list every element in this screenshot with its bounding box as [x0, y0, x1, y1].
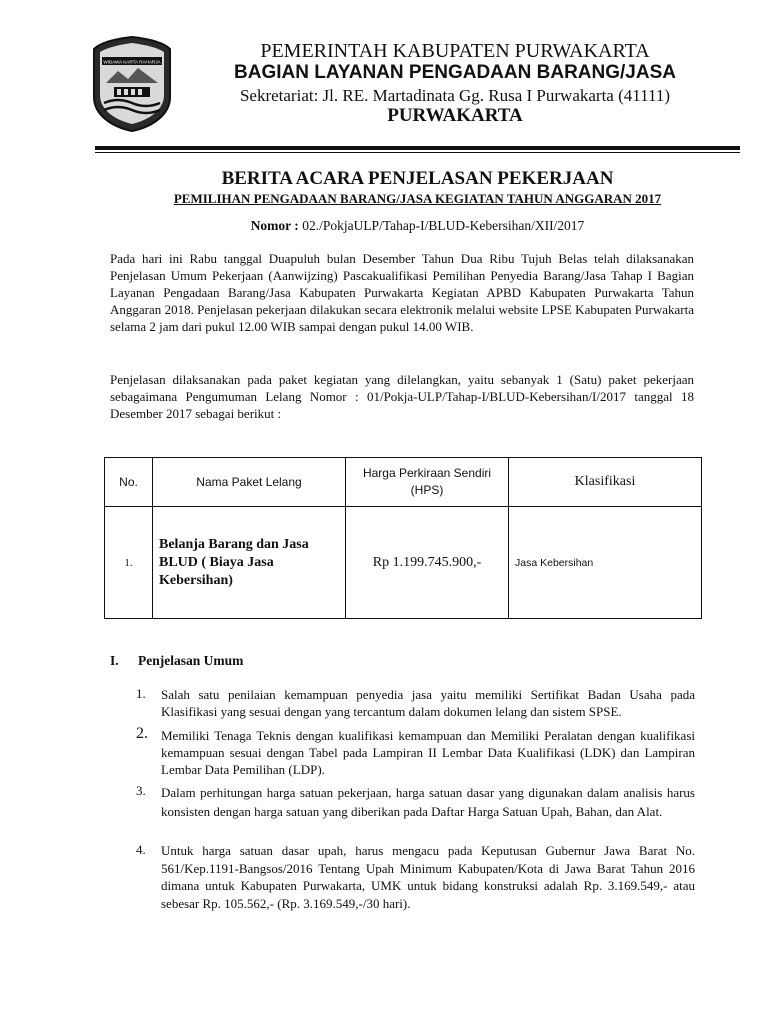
- section-title: Penjelasan Umum: [138, 653, 244, 668]
- table-header-no: No.: [105, 458, 153, 507]
- purwakarta-coat-of-arms-icon: [92, 35, 172, 133]
- header-city: PURWAKARTA: [387, 105, 523, 126]
- table-header-hps-label: Harga Perkiraan Sendiri (HPS): [362, 466, 492, 497]
- header-address: Sekretariat: Jl. RE. Martadinata Gg. Rusa I Purwakarta (41111): [239, 86, 671, 105]
- list-item-number: 1.: [136, 686, 146, 701]
- list-item-number: 2.: [136, 725, 148, 742]
- list-item-number: 4.: [136, 842, 146, 857]
- table-header-hps: [346, 458, 509, 507]
- table-header-row: [105, 458, 702, 507]
- list-item: Memiliki Tenaga Teknis dengan kualifikasi kemampuan dan Memiliki Peralatan dengan kualifikasi kemampuan sesuai dengan Tabel pada Lampiran II Lembar Data Kualifikasi (LDK) dan Lampiran Lembar Data Pemilihan (LDP).: [161, 728, 695, 777]
- opening-paragraph: Pada hari ini Rabu tanggal Duapuluh bulan Desember Tahun Dua Ribu Tujuh Belas telah dilaksanakan Penjelasan Umum Pekerjaan (Aanwijzing) Pascakualifikasi Pemilihan Penyedia Barang/Jasa Tahap I Bagian Layanan Pengadaan Barang/Jasa Kabupaten Purwakarta Kegiatan APBD Kabupaten Purwakarta Tahun Anggaran 2018. Penjelasan pekerjaan dilakukan secara elektronik melalui website LPSE Kabupaten Purwakarta selama 2 jam dari pukul 12.00 WIB sampai dengan pukul 14.00 WIB.: [110, 251, 694, 334]
- table-row: [105, 507, 702, 619]
- section-number: I.: [110, 653, 119, 668]
- logo-motto: WIBAWA KARTA RAHARJA: [103, 59, 161, 65]
- list-item: Salah satu penilaian kemampuan penyedia jasa yaitu memiliki Sertifikat Badan Usaha pada Klasifikasi yang sesuai dengan yang tercantum dalam dokumen lelang dan sistem SPSE.: [161, 687, 695, 719]
- header-government-name: PEMERINTAH KABUPATEN PURWAKARTA: [260, 40, 650, 62]
- table-cell-nama: Belanja Barang dan Jasa BLUD ( Biaya Jasa Kebersihan): [153, 507, 346, 619]
- header-department-name: BAGIAN LAYANAN PENGADAAN BARANG/JASA: [234, 62, 676, 83]
- document-title: BERITA ACARA PENJELASAN PEKERJAAN: [221, 168, 614, 189]
- document-subtitle: PEMILIHAN PENGADAAN BARANG/JASA KEGIATAN TAHUN ANGGARAN 2017: [173, 191, 662, 206]
- table-cell-hps: Rp 1.199.745.900,-: [346, 507, 509, 619]
- document-number-value: 02./PokjaULP/Tahap-I/BLUD-Kebersihan/XII/2017: [302, 218, 585, 233]
- package-table: [104, 457, 702, 619]
- document-number-label: Nomor :: [250, 218, 299, 233]
- list-item-number: 3.: [136, 783, 146, 798]
- package-paragraph: Penjelasan dilaksanakan pada paket kegiatan yang dilelangkan, yaitu sebanyak 1 (Satu) paket pekerjaan sebagaimana Pengumuman Lelang Nomor : 01/Pokja-ULP/Tahap-I/BLUD-Kebersihan/I/2017 tanggal 18 Desember 2017 sebagai berikut :: [110, 372, 694, 421]
- list-item: Untuk harga satuan dasar upah, harus mengacu pada Keputusan Gubernur Jawa Barat No. 561/Kep.1191-Bangsos/2016 Tentang Upah Minimum Kabupaten/Kota di Jawa Barat Tahun 2016 dimana untuk Kabupaten Purwakarta, UMK untuk bidang konstruksi adalah Rp. 3.169.549,- atau sebesar Rp. 105.562,- (Rp. 3.169.549,-/30 hari).: [161, 843, 695, 911]
- header-divider-thick: [95, 146, 740, 150]
- table-header-nama: Nama Paket Lelang: [153, 458, 346, 507]
- table-header-klasifikasi: Klasifikasi: [509, 458, 702, 507]
- list-item: Dalam perhitungan harga satuan pekerjaan, harga satuan dasar yang digunakan dalam analisis harus konsisten dengan harga satuan yang diberikan pada Daftar Harga Satuan Upah, Bahan, dan Alat.: [161, 785, 695, 819]
- header-divider-thin: [95, 152, 740, 153]
- table-cell-klasifikasi: Jasa Kebersihan: [509, 507, 702, 619]
- table-cell-no: 1.: [105, 507, 153, 619]
- document-number: [95, 218, 740, 234]
